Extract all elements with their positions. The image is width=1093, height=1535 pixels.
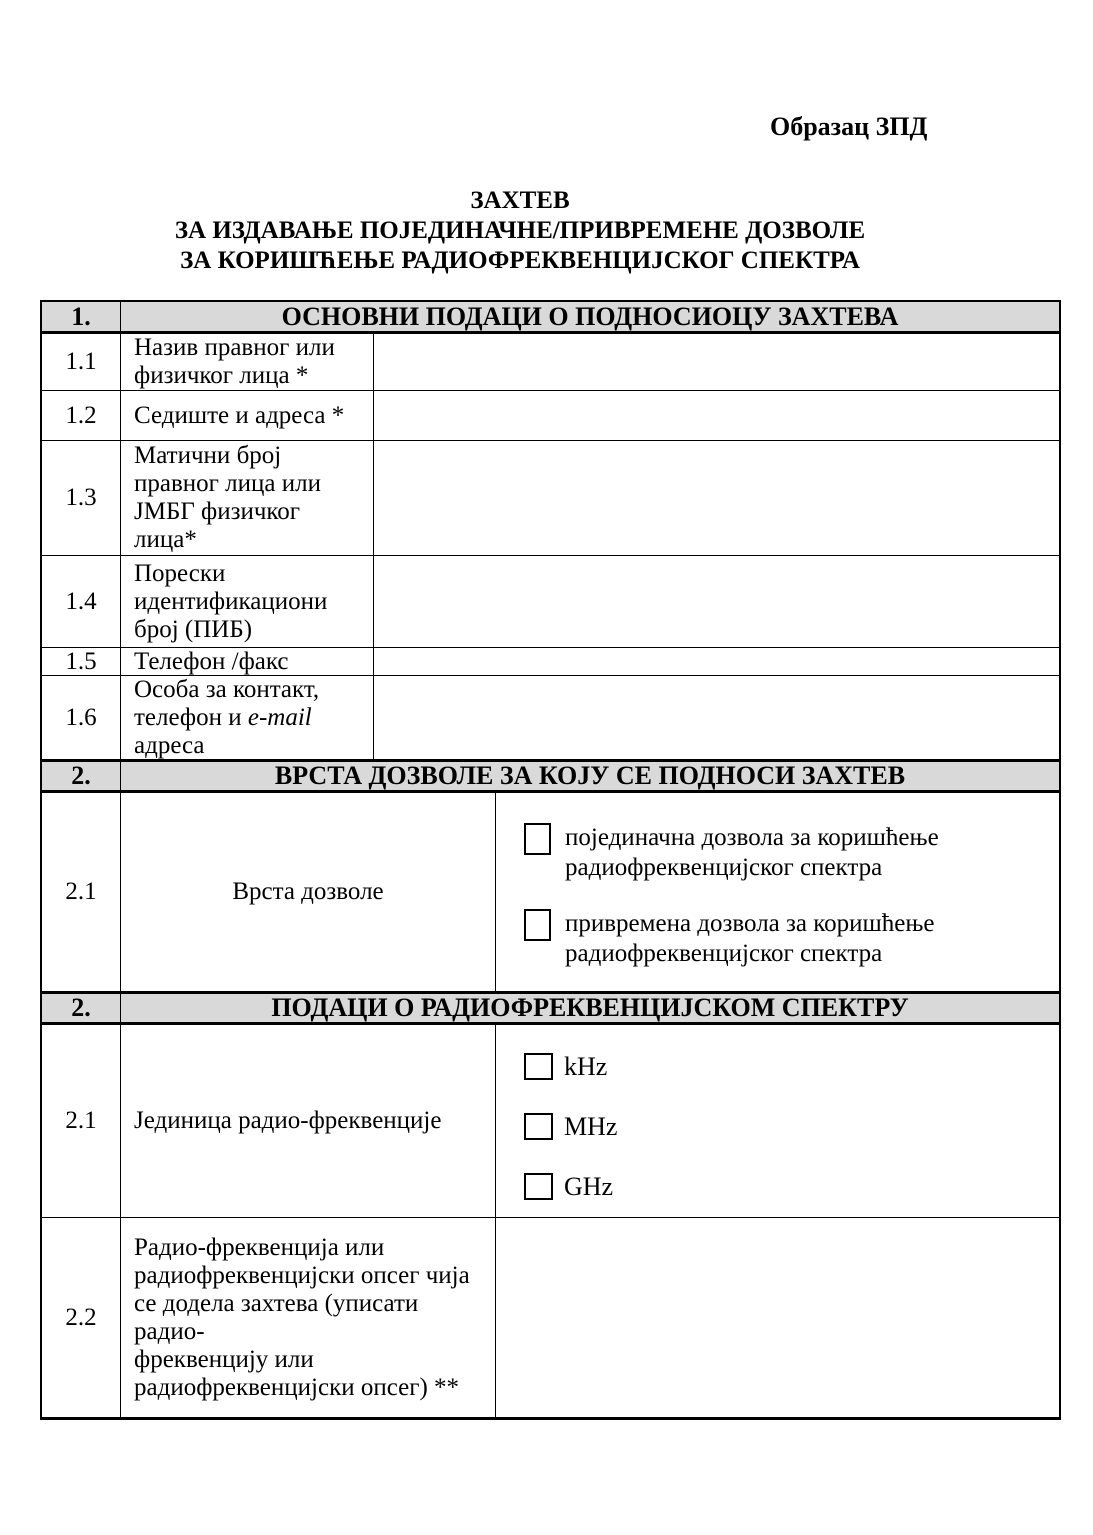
row-1-5-input-cell[interactable] (374, 648, 1059, 675)
row-1-6-label (121, 676, 374, 759)
option-temporary-license-label: привремена дозвола за коришћење радиофреквенцијског спектра (565, 910, 935, 967)
checkbox-khz[interactable] (524, 1053, 553, 1080)
option-temporary-license (524, 909, 1053, 969)
ghz-label: GHz (564, 1171, 614, 1201)
checkbox-ghz[interactable] (524, 1173, 553, 1200)
row-1-5 (42, 647, 1059, 675)
row-1-4-input-cell[interactable] (374, 556, 1059, 647)
form-code-label: Образац ЗПД (770, 112, 928, 141)
row-1-3-label-line: ЈМБГ физичког (134, 498, 301, 525)
row-1-3-input-cell[interactable] (374, 441, 1059, 555)
permit-type-options (496, 793, 1059, 991)
row-2-2-label-line: радиофреквенцијски опсег чија (134, 1261, 470, 1289)
row-2-2-label-line: фреквенцију или (134, 1345, 314, 1373)
option-ghz (524, 1173, 1053, 1200)
option-mhz (524, 1113, 1053, 1140)
section-3-title: ПОДАЦИ О РАДИОФРЕКВЕНЦИЈСКОМ СПЕКТРУ (271, 993, 909, 1022)
frequency-unit-options (496, 1025, 1059, 1217)
row-2-2-frequency (42, 1217, 1059, 1417)
checkbox-individual-license[interactable] (524, 823, 551, 855)
row-2-1-frequency-unit (42, 1025, 1059, 1217)
row-2-1-number: 2.1 (42, 793, 121, 991)
mhz-label: MHz (564, 1111, 618, 1141)
row-1-1-number: 1.1 (42, 334, 121, 390)
row-1-5-label (121, 648, 374, 675)
form-title-line-3: ЗА КОРИШЋЕЊЕ РАДИОФРЕКВЕНЦИЈСКОГ СПЕКТРА (180, 247, 860, 274)
row-2-1b-label-line: Јединица радио-фреквенције (134, 1107, 442, 1134)
row-1-6-number: 1.6 (42, 676, 121, 759)
section-3-number: 2. (42, 994, 121, 1022)
form-title-line-1: ЗАХТЕВ (470, 187, 570, 214)
row-1-3-label (121, 441, 374, 555)
row-1-2-label-line: Седиште и адреса * (134, 401, 345, 429)
section-2-title: ВРСТА ДОЗВОЛЕ ЗА КОЈУ СЕ ПОДНОСИ ЗАХТЕВ (274, 761, 906, 790)
row-1-4 (42, 555, 1059, 647)
row-1-6-label-line: адреса (134, 731, 205, 759)
row-1-4-label (121, 556, 374, 647)
row-1-3-number: 1.3 (42, 441, 121, 555)
row-1-3-label-line: правног лица или (134, 470, 321, 497)
row-1-2-label (121, 391, 374, 440)
row-1-4-label-line: број (ПИБ) (134, 615, 253, 643)
row-1-5-label-line: Телефон /факс (134, 647, 289, 675)
row-2-1b-label (121, 1025, 496, 1217)
row-1-1 (42, 334, 1059, 390)
option-individual-license-label: појединачна дозвола за коришћење радиофреквенцијског спектра (565, 824, 939, 881)
row-1-4-label-line: идентификациони (134, 587, 328, 615)
row-1-1-label-line: Назив правног или (134, 334, 335, 361)
row-1-3-label-line: Матични број (134, 442, 282, 469)
row-2-2-number: 2.2 (42, 1218, 121, 1417)
row-2-1b-number: 2.1 (42, 1025, 121, 1217)
section-1-title: ОСНОВНИ ПОДАЦИ О ПОДНОСИОЦУ ЗАХТЕВА (281, 301, 899, 331)
row-1-4-number: 1.4 (42, 556, 121, 647)
form-title-line-2: ЗА ИЗДАВАЊЕ ПОЈЕДИНАЧНЕ/ПРИВРЕМЕНЕ ДОЗВОЛЕ (174, 217, 866, 244)
row-2-2-label-line: Радио-фреквенција или (134, 1233, 385, 1261)
section-1-header (42, 302, 1059, 334)
checkbox-temporary-license[interactable] (524, 909, 551, 941)
option-khz (524, 1053, 1053, 1080)
section-2-header (42, 759, 1059, 793)
form-table (40, 300, 1061, 1420)
row-1-5-number: 1.5 (42, 648, 121, 675)
row-1-2-input-cell[interactable] (374, 391, 1059, 440)
row-1-1-label (121, 334, 374, 390)
email-italic-text: e-mail (247, 703, 312, 731)
row-1-2 (42, 390, 1059, 440)
section-3-header (42, 991, 1059, 1025)
khz-label: kHz (564, 1051, 608, 1081)
row-1-6-label-line: телефон и e-mail (134, 703, 312, 731)
section-2-number: 2. (42, 762, 121, 790)
form-title (0, 186, 1040, 276)
row-2-1-label-line: Врста дозволе (232, 878, 384, 905)
option-individual-license (524, 823, 1053, 883)
row-2-1-permit-type (42, 793, 1059, 991)
row-2-2-label-line: се додела захтева (уписати радио- (134, 1289, 419, 1345)
row-1-6 (42, 675, 1059, 759)
row-1-6-label-line: Особа за контакт, (134, 675, 320, 703)
row-2-2-input-cell[interactable] (496, 1218, 1059, 1417)
row-1-6-input-cell[interactable] (374, 676, 1059, 759)
row-2-1-label (121, 793, 496, 991)
row-1-3-label-line: лица* (134, 526, 197, 553)
row-1-3 (42, 440, 1059, 555)
section-1-number: 1. (42, 302, 121, 331)
row-1-4-label-line: Порески (134, 559, 226, 587)
row-2-2-label (121, 1218, 496, 1417)
row-1-2-number: 1.2 (42, 391, 121, 440)
row-1-1-input-cell[interactable] (374, 334, 1059, 390)
row-1-1-label-line: физичког лица * (134, 362, 309, 389)
row-2-2-label-line: радиофреквенцијски опсег) ** (134, 1373, 460, 1401)
checkbox-mhz[interactable] (524, 1113, 553, 1140)
